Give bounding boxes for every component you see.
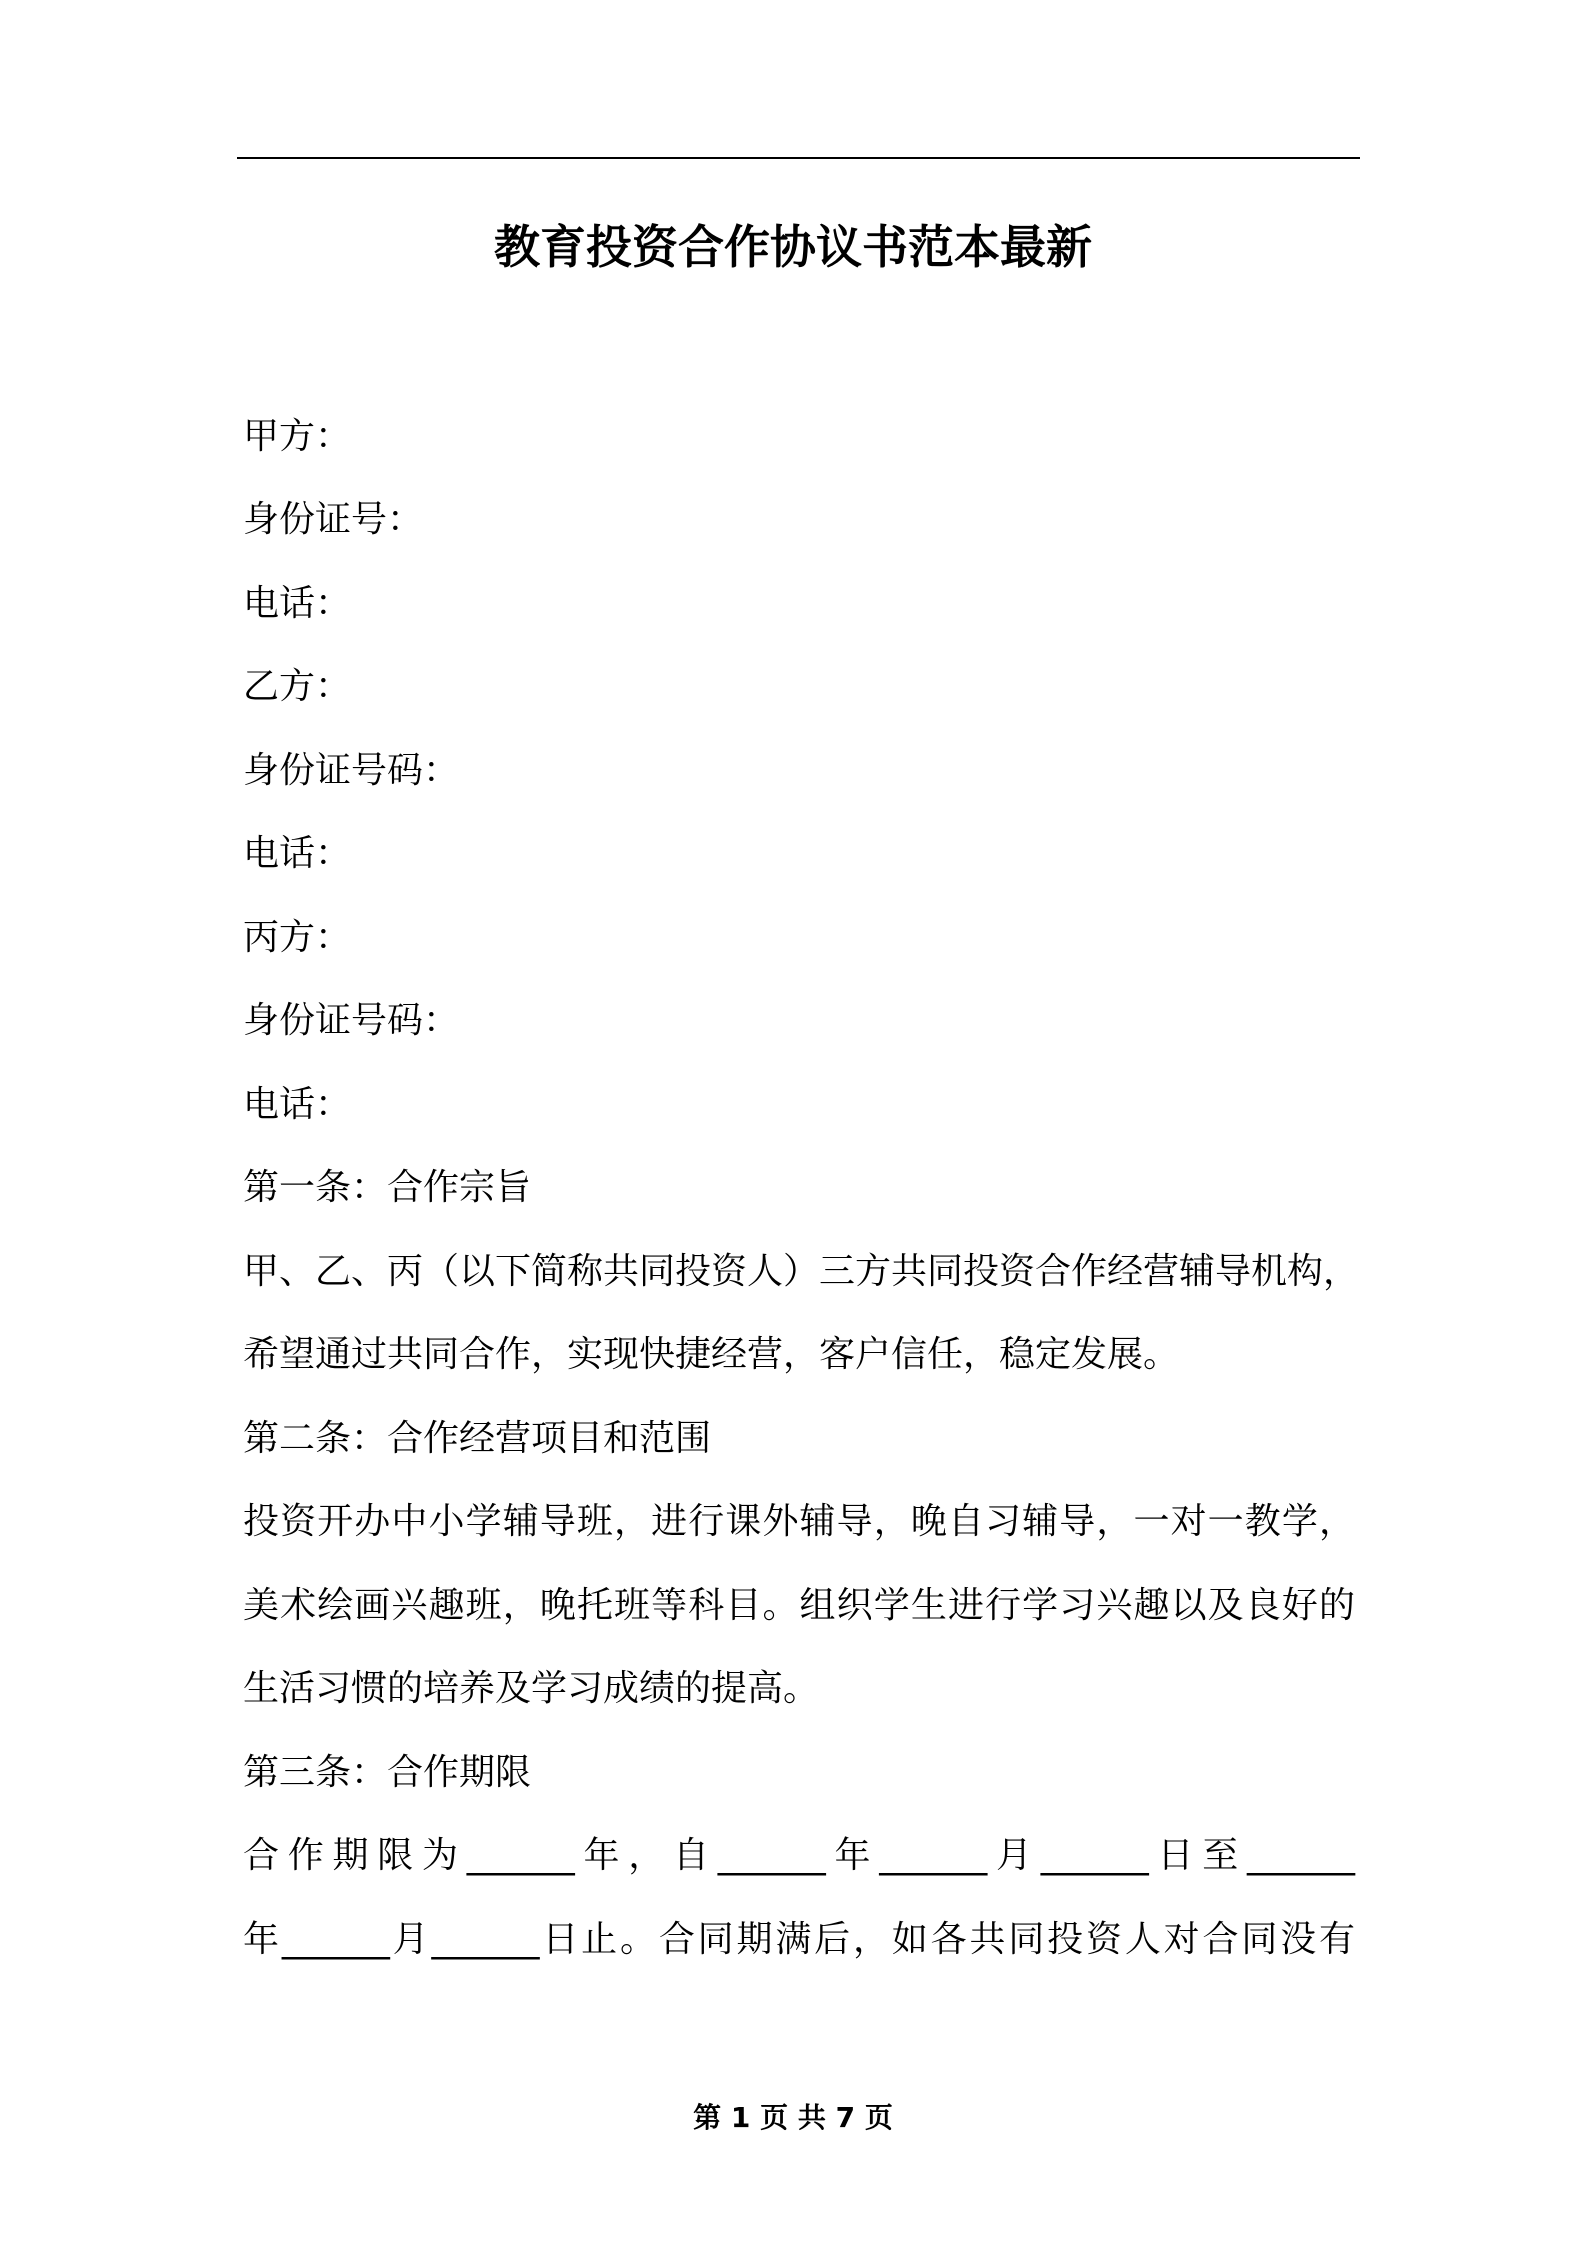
article-1-body-line: 甲、乙、丙（以下简称共同投资人）三方共同投资合作经营辅导机构， [243, 1251, 1360, 1292]
party-c-label: 丙方： [243, 917, 352, 958]
party-a-id-label: 身份证号： [243, 499, 424, 540]
party-b-id-label: 身份证号码： [243, 750, 460, 791]
article-2-heading: 第二条：合作经营项目和范围 [243, 1418, 712, 1459]
party-c-id-label: 身份证号码： [243, 1000, 460, 1041]
header-rule [237, 157, 1360, 159]
party-c-phone-label: 电话： [243, 1084, 352, 1125]
document-title: 教育投资合作协议书范本最新 [494, 220, 1092, 274]
party-b-phone-label: 电话： [243, 833, 352, 874]
article-1-heading: 第一条：合作宗旨 [243, 1167, 532, 1208]
party-b-label: 乙方： [243, 666, 352, 707]
party-a-phone-label: 电话： [243, 583, 352, 624]
party-a-label: 甲方： [243, 416, 352, 457]
page-number-footer: 第 1 页 共 7 页 [693, 2101, 893, 2134]
article-2-body-line: 投资开办中小学辅导班，进行课外辅导，晚自习辅导，一对一教学， [243, 1501, 1355, 1542]
article-3-body-line: 年______月______日止。合同期满后，如各共同投资人对合同没有 [243, 1919, 1355, 1960]
article-2-body-line: 生活习惯的培养及学习成绩的提高。 [243, 1668, 820, 1709]
article-3-heading: 第三条：合作期限 [243, 1752, 532, 1793]
article-1-body-line: 希望通过共同合作，实现快捷经营，客户信任，稳定发展。 [243, 1334, 1180, 1375]
article-2-body-line: 美术绘画兴趣班，晚托班等科目。组织学生进行学习兴趣以及良好的 [243, 1585, 1355, 1626]
article-3-body-line: 合作期限为______年，自______年______月______日至______ [243, 1835, 1355, 1876]
